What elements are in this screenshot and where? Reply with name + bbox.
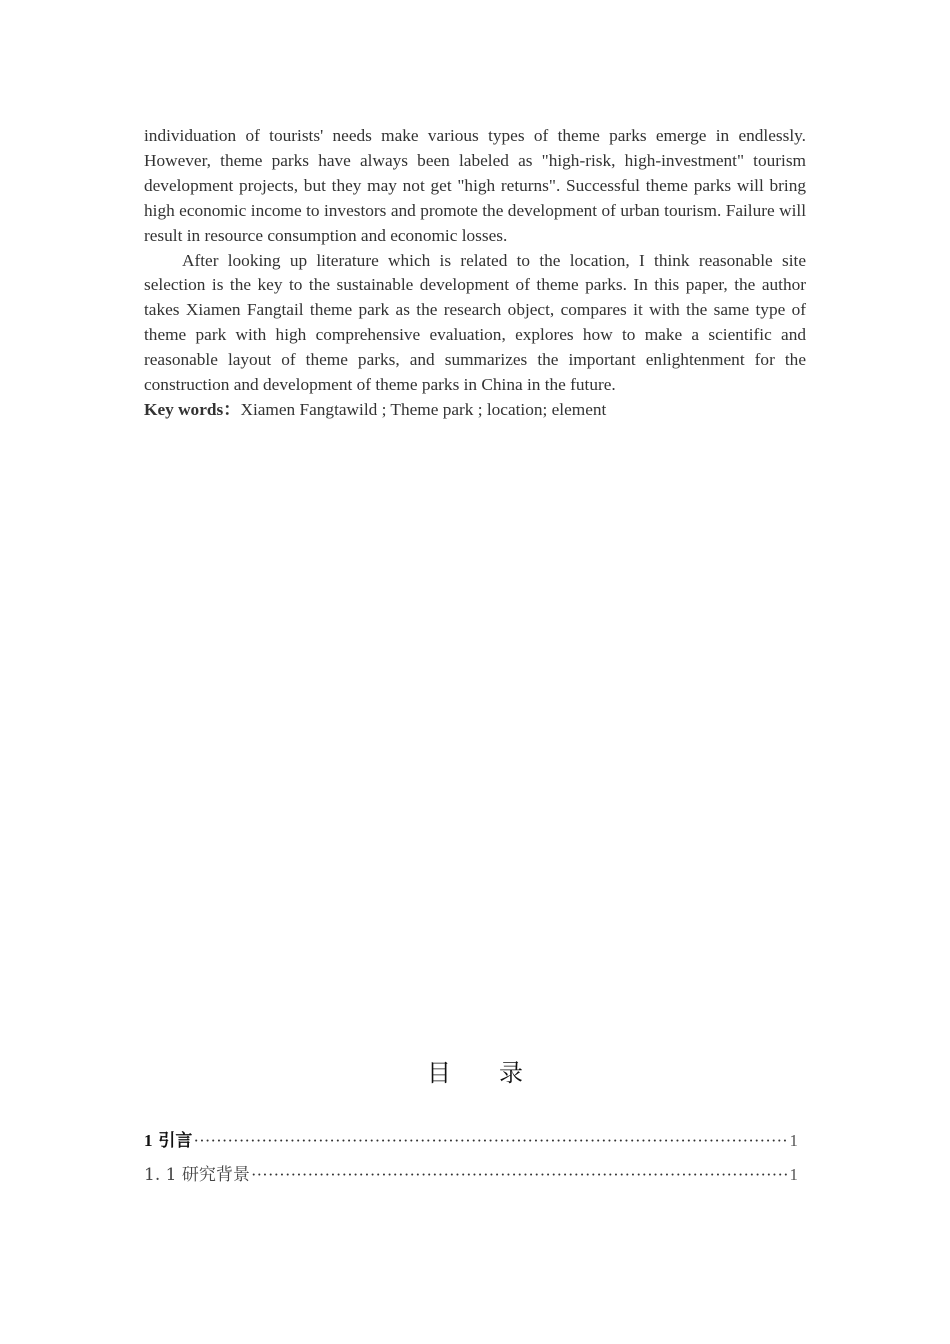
toc-title: [0, 1053, 950, 1088]
abstract-paragraph: individuation of tourists' needs make various types of theme parks emerge in endlessly. However, theme parks have always been labeled as "high-risk, high-investment" tourism development projects, but they may not get "high returns". Successful theme parks will bring high economic income to investors and promote the development of urban tourism. Failure will result in resource consumption and economic losses.: [144, 126, 806, 245]
toc-dot-leader: [193, 1131, 788, 1151]
toc-entry-title: 研究背景: [181, 1165, 250, 1185]
toc-entry-number: 1. 1: [144, 1165, 177, 1185]
toc-page-number: 1: [789, 1165, 798, 1184]
keywords-label: Key words：: [144, 399, 241, 419]
toc-entry-label: [144, 1160, 250, 1185]
toc-title-char: 录: [499, 1059, 523, 1087]
toc-entry-number: 1: [144, 1131, 153, 1150]
toc-page-number: 1: [789, 1131, 798, 1150]
abstract-section: [144, 124, 806, 423]
toc-dot-leader: [251, 1165, 789, 1185]
toc-title-char: 目: [427, 1059, 451, 1087]
toc-entry[interactable]: [144, 1126, 798, 1160]
keywords-text: Xiamen Fangtawild ; Theme park ; location; element: [240, 399, 607, 419]
table-of-contents: [144, 1126, 798, 1194]
toc-entry-label: [144, 1126, 192, 1151]
keywords-line: [144, 398, 806, 423]
abstract-paragraph: After looking up literature which is related to the location, I think reasonable site selection is the key to the sustainable development of theme parks. In this paper, the author takes Xiamen Fangtail theme park as the research object, compares it with the same type of theme park with high comprehensive evaluation, explores how to make a scientific and reasonable layout of theme parks, and summarizes the important enlightenment for the construction and development of theme parks in China in the future.: [144, 250, 806, 395]
toc-entry-title: 引言: [158, 1131, 193, 1151]
toc-entry[interactable]: [144, 1160, 798, 1194]
